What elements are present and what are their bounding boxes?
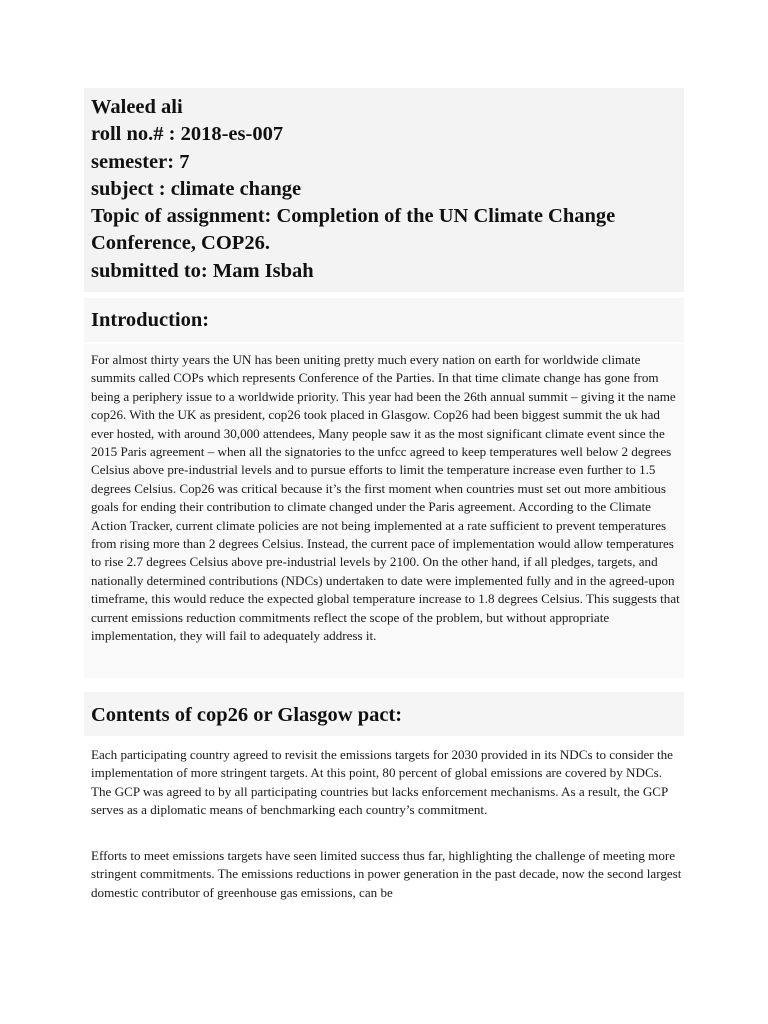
- assignment-topic: Topic of assignment: Completion of the UN Climate Change Conference, COP26.: [91, 205, 616, 255]
- submitted-to: submitted to: Mam Isbah: [91, 259, 314, 282]
- introduction-paragraph: For almost thirty years the UN has been uniting pretty much every nation on earth for worldwide climate summits called COPs which represents Conference of the Parties. In that time climate change has gone from being a periphery issue to a worldwide priority. This year had been the 26th annual summit – giving it the name cop26. With the UK as president, cop26 took placed in Glasgow. Cop26 had been biggest summit the uk had ever hosted, with around 30,000 attendees, Many people saw it as the most significant climate event since the 2015 Paris agreement – when all the signatories to the unfcc agreed to keep temperatures well below 2 degrees Celsius above pre-industrial levels and to pursue efforts to limit the temperature increase even further to 1.5 degrees Celsius. Cop26 was critical because it’s the first moment when countries must set out more ambitious goals for ending their contribution to climate changed under the Paris agreement. According to the Climate Action Tracker, current climate policies are not being implemented at a rate sufficient to prevent temperatures from rising more than 2 degrees Celsius. Instead, the current pace of implementation would allow temperatures to rise 2.7 degrees Celsius above pre-industrial levels by 2100. On the other hand, if all pledges, targets, and nationally determined contributions (NDCs) undertaken to date were implemented fully and in the agreed-upon timeframe, this would reduce the expected global temperature increase to 1.8 degrees Celsius. This suggests that current emissions reduction commitments reflect the scope of the problem, but without appropriate implementation, they will fail to adequately address it.: [91, 352, 680, 644]
- introduction-heading: Introduction:: [91, 309, 210, 331]
- semester: semester: 7: [91, 150, 190, 173]
- subject: subject : climate change: [91, 177, 302, 200]
- contents-paragraph: Efforts to meet emissions targets have seen limited success thus far, highlighting the challenge of meeting more stringent commitments. The emissions reductions in power generation in the past decade, now the second largest domestic contributor of greenhouse gas emissions, can be: [91, 848, 682, 900]
- assignment-header: [91, 94, 691, 285]
- roll-number: roll no.# : 2018-es-007: [91, 123, 284, 146]
- student-name: Waleed ali: [91, 96, 183, 118]
- contents-paragraph: Each participating country agreed to revisit the emissions targets for 2030 provided in its NDCs to consider the implementation of more stringent targets. At this point, 80 percent of global emissions are covered by NDCs. The GCP was agreed to by all participating countries but lacks enforcement mechanisms. As a result, the GCP serves as a diplomatic means of benchmarking each country’s commitment.: [91, 747, 673, 818]
- contents-heading: Contents of cop26 or Glasgow pact:: [91, 704, 403, 726]
